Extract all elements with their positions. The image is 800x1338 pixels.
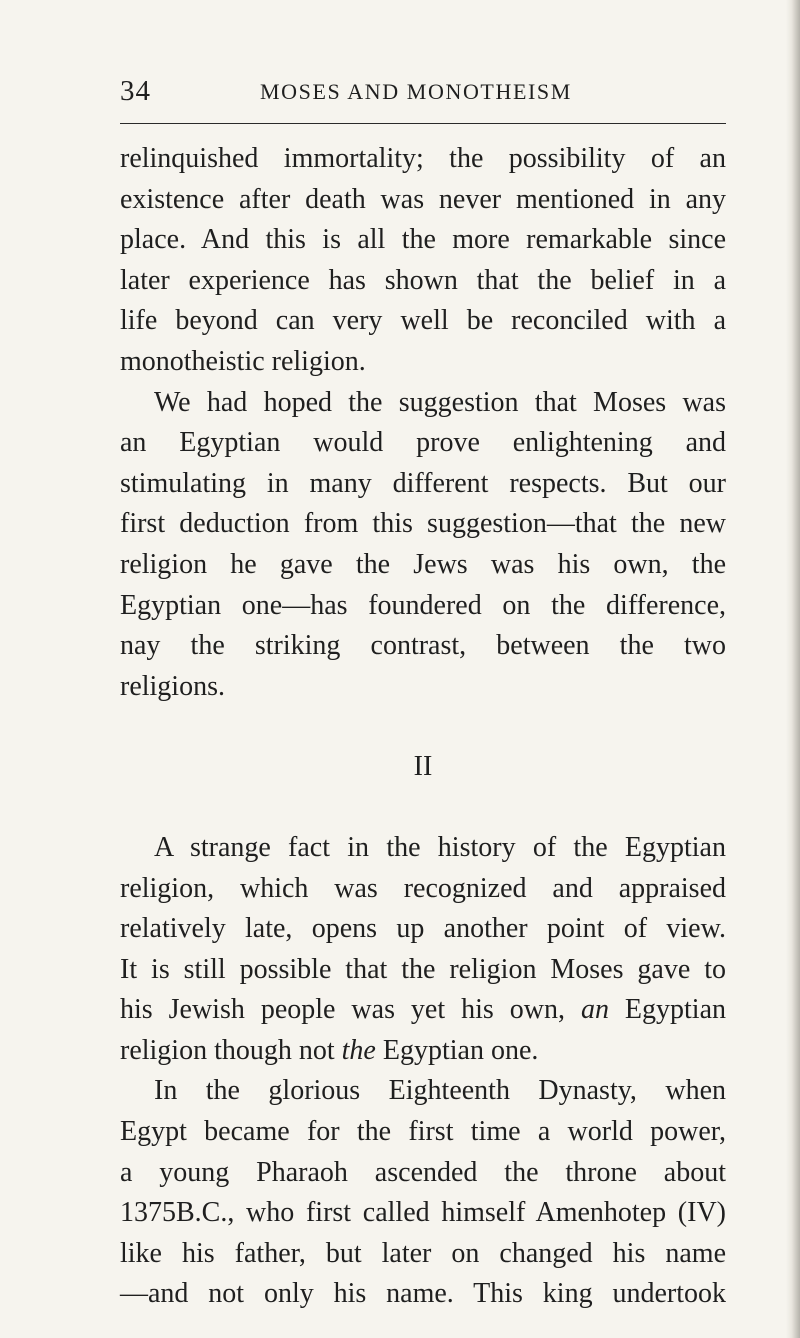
paragraph <box>120 828 726 1072</box>
text-line: relatively late, opens up another point of view. <box>120 913 726 945</box>
text-line <box>120 1193 726 1234</box>
paragraph <box>120 1071 726 1315</box>
text-line <box>120 1031 726 1072</box>
body-text <box>120 139 726 1315</box>
text-line: In the glorious Eighteenth Dynasty, when <box>154 1075 726 1107</box>
text-segment: Egyptian one. <box>375 1034 539 1066</box>
text-line: existence after death was never mentioned in any <box>120 183 726 215</box>
text-line: relinquished immortality; the possibility of an <box>120 143 726 174</box>
running-head: MOSES AND MONOTHEISM <box>260 79 572 104</box>
page-edge-shadow <box>786 0 800 1338</box>
text-line: place. And this is all the more remarkable since <box>120 224 726 256</box>
italic-word: the <box>341 1034 376 1066</box>
text-segment: , who first called himself Amenhotep (IV) <box>227 1197 726 1229</box>
page-number: 34 <box>120 75 151 107</box>
text-line: like his father, but later on changed his name <box>120 1237 726 1269</box>
text-line: an Egyptian would prove enlightening and <box>120 427 726 459</box>
text-line <box>120 990 726 1031</box>
section-number: II <box>413 751 433 783</box>
text-line: religion he gave the Jews was his own, the <box>120 548 726 580</box>
italic-word: an <box>580 994 609 1026</box>
text-line: nay the striking contrast, between the two <box>120 630 726 662</box>
text-line: stimulating in many different respects. But our <box>120 467 726 499</box>
text-segment: religion though not <box>120 1034 342 1066</box>
header-rule <box>120 123 726 124</box>
paragraph <box>120 383 726 708</box>
era-abbreviation: B.C. <box>176 1197 228 1229</box>
text-line: It is still possible that the religion Moses gave to <box>120 953 726 985</box>
text-line: life beyond can very well be reconciled with a <box>120 305 726 337</box>
text-line: A strange fact in the history of the Egyptian <box>154 831 726 863</box>
text-segment: his Jewish people was yet his own, <box>120 994 581 1026</box>
text-line: later experience has shown that the belief in a <box>120 264 726 296</box>
text-line: a young Pharaoh ascended the throne about <box>120 1156 726 1188</box>
text-line: —and not only his name. This king undertook <box>120 1278 726 1310</box>
text-line: monotheistic religion. <box>120 345 366 377</box>
page-header <box>120 73 726 109</box>
text-line: Egypt became for the first time a world power, <box>120 1116 726 1148</box>
text-line: Egyptian one—has foundered on the difference, <box>120 589 726 621</box>
text-line: religion, which was recognized and appraised <box>120 872 726 904</box>
text-line: religions. <box>120 670 225 702</box>
text-line: We had hoped the suggestion that Moses was <box>154 386 726 418</box>
year-number: 1375 <box>120 1197 176 1229</box>
paragraph <box>120 139 726 383</box>
text-segment: Egyptian <box>608 994 726 1026</box>
text-line: first deduction from this suggestion—that the new <box>120 508 726 540</box>
